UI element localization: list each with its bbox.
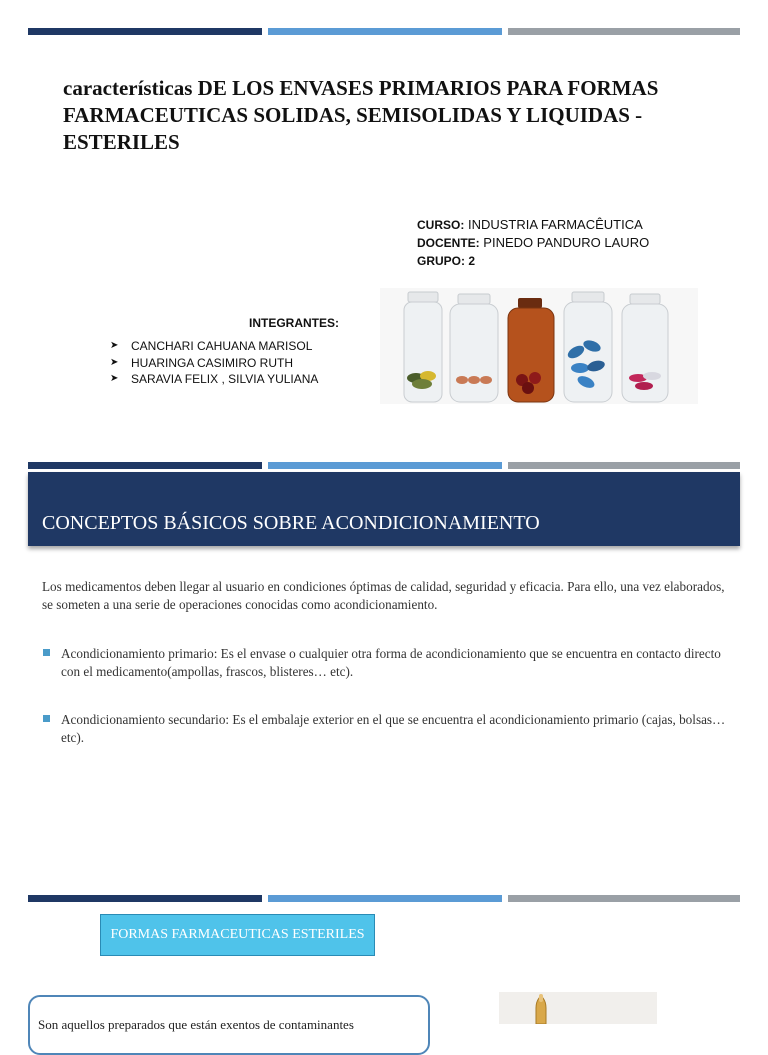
docente-label: DOCENTE: — [417, 236, 480, 250]
list-item — [110, 371, 318, 388]
bar-navy — [28, 462, 262, 469]
acondicionamiento-list — [42, 645, 732, 777]
slide-2-title: CONCEPTOS BÁSICOS SOBRE ACONDICIONAMIENTO — [42, 512, 540, 534]
course-info — [417, 216, 649, 270]
curso-label: CURSO: — [417, 218, 465, 232]
medicine-bottles-image — [380, 288, 698, 404]
list-item — [42, 711, 732, 747]
grupo-label: GRUPO: 2 — [417, 254, 476, 268]
slide-1-top-bars — [28, 28, 740, 35]
list-item — [110, 355, 318, 372]
bar-gray — [508, 28, 740, 35]
curso-line — [417, 216, 649, 234]
square-bullet-icon — [43, 649, 50, 656]
definition-text: Son aquellos preparados que están exentos de contaminantes — [38, 1017, 354, 1032]
bar-navy — [28, 28, 262, 35]
definition-box — [28, 995, 430, 1055]
member-name: SARAVIA FELIX , SILVIA YULIANA — [131, 372, 319, 386]
formas-esteriles-label: FORMAS FARMACEUTICAS ESTERILES — [100, 914, 375, 956]
square-bullet-icon — [43, 715, 50, 722]
bullet-text: Acondicionamiento primario: Es el envase o cualquier otra forma de acondicionamiento que se encuentra en contacto directo con el medicamento(ampollas, frascos, blisteres… etc). — [61, 646, 721, 679]
arrow-bullet-icon: ➤ — [110, 373, 119, 384]
docente-line — [417, 234, 649, 252]
slide-1-title: características DE LOS ENVASES PRIMARIOS PARA FORMAS FARMACEUTICAS SOLIDAS, SEMISOLIDAS Y LIQUIDAS - ESTERILES — [63, 76, 659, 154]
bar-gray — [508, 895, 740, 902]
arrow-bullet-icon: ➤ — [110, 340, 119, 351]
list-item — [42, 645, 732, 681]
bar-navy — [28, 895, 262, 902]
bar-gray — [508, 462, 740, 469]
list-item — [110, 338, 318, 355]
grupo-line — [417, 252, 649, 270]
member-name: HUARINGA CASIMIRO RUTH — [131, 355, 294, 370]
member-name: CANCHARI CAHUANA MARISOL — [131, 339, 313, 353]
bar-blue — [268, 895, 502, 902]
bullet-text: Acondicionamiento secundario: Es el embalaje exterior en el que se encuentra el acondicionamiento primario (cajas, bolsas… etc). — [61, 712, 726, 745]
curso-value: INDUSTRIA FARMACÊUTICA — [467, 217, 643, 232]
intro-paragraph: Los medicamentos deben llegar al usuario en condiciones óptimas de calidad, seguridad y eficacia. Para ello, una vez elaborados, se someten a una serie de operaciones conocidas como acondicionamiento. — [42, 579, 725, 612]
slide-2-top-bars — [28, 462, 740, 469]
integrantes-heading: INTEGRANTES: — [249, 316, 339, 330]
slide-3-top-bars — [28, 895, 740, 902]
slide-2-title-banner — [28, 472, 740, 546]
ampoule-image — [499, 992, 657, 1024]
bar-blue — [268, 462, 502, 469]
arrow-bullet-icon: ➤ — [110, 356, 119, 368]
bar-blue — [268, 28, 502, 35]
docente-value: PINEDO PANDURO LAURO — [483, 235, 650, 250]
integrantes-list — [110, 338, 318, 388]
